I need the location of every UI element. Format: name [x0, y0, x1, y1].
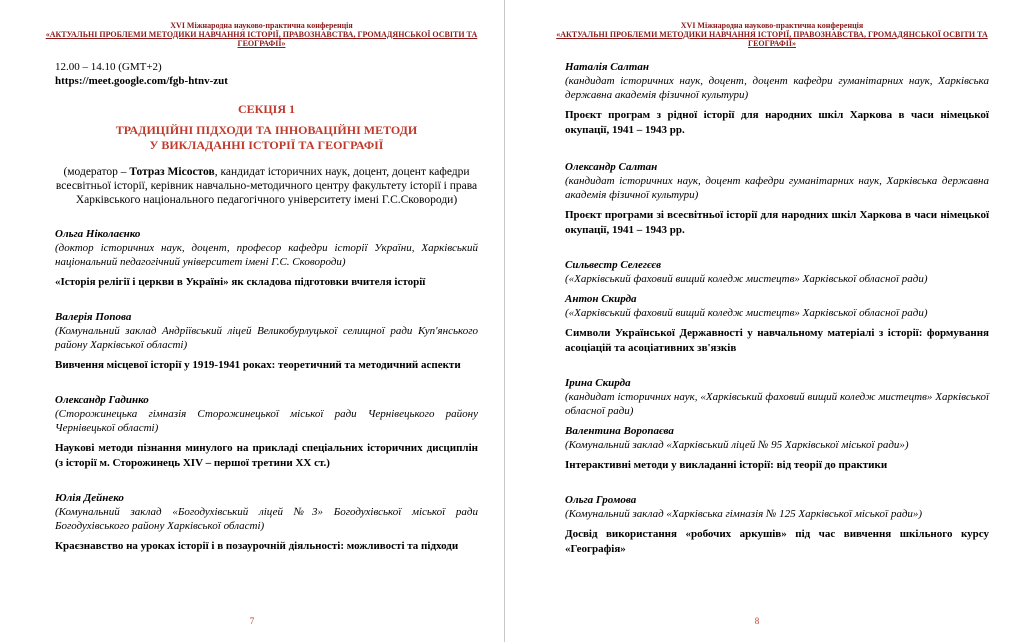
section-title	[55, 123, 478, 153]
speaker-affiliation: (кандидат історичних наук, доцент, доцент кафедри гуманітарних наук, Харківська державна академія фізичної культури)	[565, 75, 989, 101]
talk-title: Досвід використання «робочих аркушів» під час вивчення шкільного курсу «Географія»	[565, 528, 989, 555]
session-time: 12.00 – 14.10 (GMT+2)	[55, 61, 162, 73]
speaker-affiliation: (Комунальний заклад Андріївський ліцей Великобурлуцької селищної ради Куп'янського району Харківської області)	[55, 325, 478, 351]
meeting-link[interactable]: https://meet.google.com/fgb-htnv-zut	[55, 75, 228, 87]
speaker-entry	[565, 493, 989, 557]
speaker-name: Наталія Салтан	[565, 61, 649, 73]
speaker-entry	[565, 160, 989, 238]
page-number: 7	[249, 616, 255, 626]
speaker-affiliation: (Комунальний заклад «Харківська гімназія № 125 Харківської міської ради»)	[565, 508, 923, 520]
speaker-name: Антон Скирда	[565, 293, 637, 305]
speaker-name: Сильвестр Селегєєв	[565, 259, 661, 271]
speaker-name: Ірина Скирда	[565, 377, 631, 389]
speaker-entry	[565, 424, 989, 473]
speaker-name: Валерія Попова	[55, 311, 132, 323]
speaker-affiliation: (кандидат історичних наук, «Харківський фаховий вищий коледж мистецтв» Харківської обласної ради)	[565, 391, 989, 417]
section-number: СЕКЦІЯ 1	[237, 102, 296, 116]
speaker-entry	[55, 227, 478, 290]
speaker-name: Валентина Воропаєва	[565, 425, 674, 437]
speaker-name: Олександр Гадинко	[55, 394, 149, 406]
speaker-affiliation: (Комунальний заклад «Харківський ліцей № 95 Харківської міської ради»)	[565, 439, 909, 451]
speaker-affiliation: (Сторожинецька гімназія Сторожинецької міської ради Чернівецького району Чернівецької області)	[55, 408, 478, 434]
speaker-name: Ольга Громова	[565, 494, 637, 506]
moderator-prefix: (модератор –	[63, 166, 130, 178]
page-header	[545, 21, 999, 48]
moderator-details: , кандидат історичних наук, доцент, доцент кафедри всесвітньої історії, керівник навчально-методичного центру факультету історії і права Харківського національного педагогічного університету імені Г.С.Сковороди)	[55, 166, 478, 206]
section-title-line2: У ВИКЛАДАННІ ІСТОРІЇ ТА ГЕОГРАФІЇ	[149, 138, 384, 152]
moderator-name: Тотраз Місостов	[129, 166, 215, 178]
talk-title: Проєкт програм з рідної історії для народних шкіл Харкова в часи німецької окупації, 1941 – 1943 рр.	[565, 109, 989, 136]
speaker-entry	[55, 491, 478, 554]
page-header	[35, 21, 488, 48]
speaker-entry	[565, 292, 989, 356]
speaker-name: Юлія Дейнеко	[55, 492, 124, 504]
header-line1: XVI Міжнародна науково-практична конференція	[170, 21, 353, 30]
speaker-entry	[55, 310, 478, 373]
talk-title: Вивчення місцевої історії у 1919-1941 роках: теоретичний та методичний аспекти	[55, 359, 461, 371]
speaker-entry	[565, 376, 989, 418]
talk-title: Краєзнавство на уроках історії і в позаурочній діяльності: можливості та підходи	[55, 540, 459, 552]
talk-title: Символи Української Державності у навчальному матеріалі з історії: формування асоціацій та асоціативних зв'язків	[565, 327, 989, 354]
speaker-entry	[565, 60, 989, 138]
talk-title: Проєкт програми зі всесвітньої історії для народних шкіл Харкова в часи німецької окупації, 1941 – 1943 рр.	[565, 209, 989, 236]
header-line2: «АКТУАЛЬНІ ПРОБЛЕМИ МЕТОДИКИ НАВЧАННЯ ІСТОРІЇ, ПРАВОЗНАВСТВА, ГРОМАДЯНСЬКОЇ ОСВІТИ ТА ГЕОГРАФІЇ»	[45, 30, 478, 48]
talk-title: «Історія релігії і церкви в Україні» як складова підготовки вчителя історії	[55, 276, 426, 288]
speaker-name: Олександр Салтан	[565, 161, 658, 173]
speaker-entry	[565, 258, 989, 286]
moderator-info	[55, 165, 478, 207]
header-line2: «АКТУАЛЬНІ ПРОБЛЕМИ МЕТОДИКИ НАВЧАННЯ ІСТОРІЇ, ПРАВОЗНАВСТВА, ГРОМАДЯНСЬКОЇ ОСВІТИ ТА ГЕОГРАФІЇ»	[556, 30, 988, 48]
talk-title: Наукові методи пізнання минулого на прикладі спеціальних історичних дисциплін (з історії м. Сторожинець XIV – першої третини XX ст.)	[55, 442, 478, 469]
speaker-affiliation: (доктор історичних наук, доцент, професор кафедри історії України, Харківський національний педагогічний університет імені Г.С. Сковороди)	[55, 242, 478, 268]
section-title-line1: ТРАДИЦІЙНІ ПІДХОДИ ТА ІННОВАЦІЙНІ МЕТОДИ	[115, 123, 418, 137]
speaker-name: Ольга Ніколаєнко	[55, 228, 141, 240]
speaker-affiliation: (Комунальний заклад «Богодухівський ліцей №3» Богодухівської міської ради Богодухівського району Харківської області)	[55, 506, 478, 532]
page-7	[0, 0, 504, 642]
speaker-entry	[55, 393, 478, 471]
speaker-affiliation: (кандидат історичних наук, доцент кафедри гуманітарних наук, Харківська державна академія фізичної культури)	[565, 175, 989, 201]
talk-title: Інтерактивні методи у викладанні історії: від теорії до практики	[565, 459, 888, 471]
page-8	[505, 0, 1009, 642]
header-line1: XVI Міжнародна науково-практична конференція	[680, 21, 864, 30]
speaker-affiliation: («Харківський фаховий вищий коледж мистецтв» Харківської обласної ради)	[565, 273, 928, 285]
speaker-affiliation: («Харківський фаховий вищий коледж мистецтв» Харківської обласної ради)	[565, 307, 928, 319]
page-number: 8	[754, 616, 760, 626]
